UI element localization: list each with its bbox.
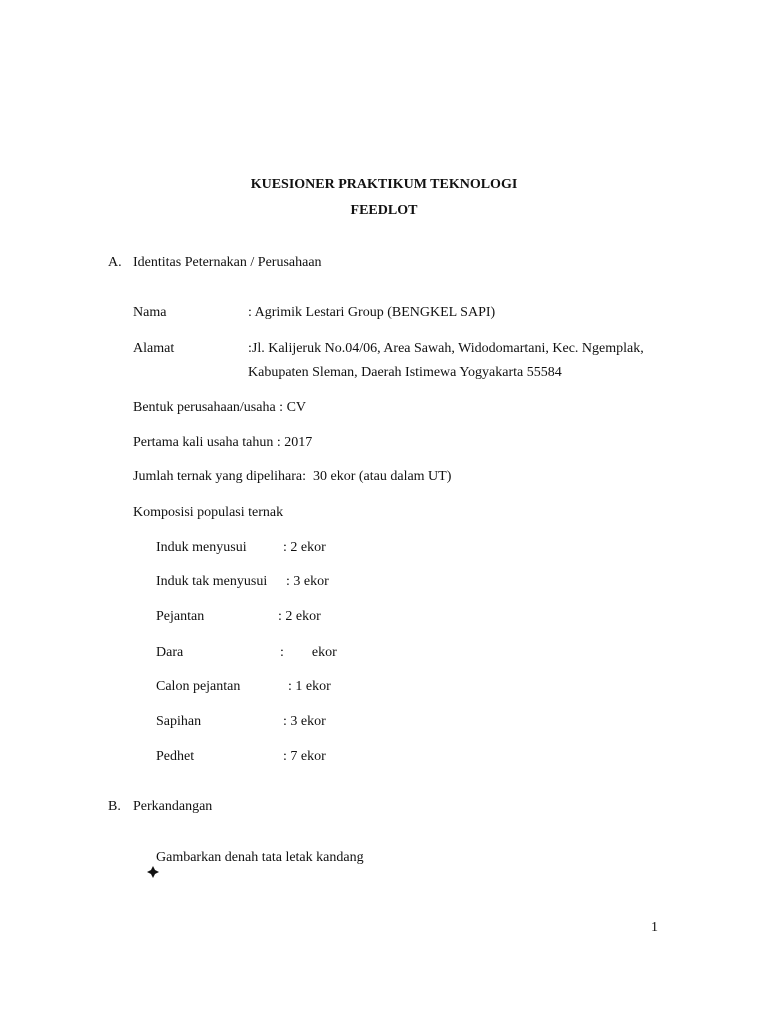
page-number: 1: [651, 920, 658, 935]
komposisi-label: Dara: [156, 645, 184, 660]
section-b-letter: B.: [108, 799, 121, 814]
komposisi-label: Calon pejantan: [156, 679, 241, 694]
komposisi-value: : 1 ekor: [288, 679, 331, 694]
jumlah-ternak: Jumlah ternak yang dipelihara: 30 ekor (atau dalam UT): [133, 469, 452, 484]
bentuk-usaha: Bentuk perusahaan/usaha : CV: [133, 400, 307, 415]
alamat-line-2: Kabupaten Sleman, Daerah Istimewa Yogyakarta 55584: [248, 365, 562, 380]
komposisi-label: Induk tak menyusui: [156, 574, 268, 589]
komposisi-value: : ekor: [280, 645, 337, 660]
komposisi-value: : 3 ekor: [286, 574, 329, 589]
komposisi-value: : 7 ekor: [283, 749, 326, 764]
title-line-2: FEEDLOT: [350, 203, 418, 218]
nama-value: : Agrimik Lestari Group (BENGKEL SAPI): [248, 305, 496, 320]
section-a-letter: A.: [108, 255, 122, 270]
nama-label: Nama: [133, 305, 167, 320]
alamat-label: Alamat: [133, 341, 175, 356]
komposisi-heading: Komposisi populasi ternak: [133, 505, 284, 520]
title-line-1: KUESIONER PRAKTIKUM TEKNOLOGI: [250, 177, 518, 192]
pertama-usaha: Pertama kali usaha tahun : 2017: [133, 435, 313, 450]
alamat-line-1: :Jl. Kalijeruk No.04/06, Area Sawah, Widodomartani, Kec. Ngemplak,: [248, 341, 644, 356]
komposisi-label: Sapihan: [156, 714, 202, 729]
komposisi-label: Pedhet: [156, 749, 195, 764]
komposisi-value: : 2 ekor: [278, 609, 321, 624]
komposisi-value: : 2 ekor: [283, 540, 326, 555]
section-b-heading: Perkandangan: [133, 799, 213, 814]
section-a-heading: Identitas Peternakan / Perusahaan: [133, 255, 322, 270]
komposisi-label: Pejantan: [156, 609, 205, 624]
bullet-text: Gambarkan denah tata letak kandang: [156, 850, 364, 865]
komposisi-label: Induk menyusui: [156, 540, 247, 555]
diamond-bullet-icon: [133, 851, 145, 865]
komposisi-value: : 3 ekor: [283, 714, 326, 729]
